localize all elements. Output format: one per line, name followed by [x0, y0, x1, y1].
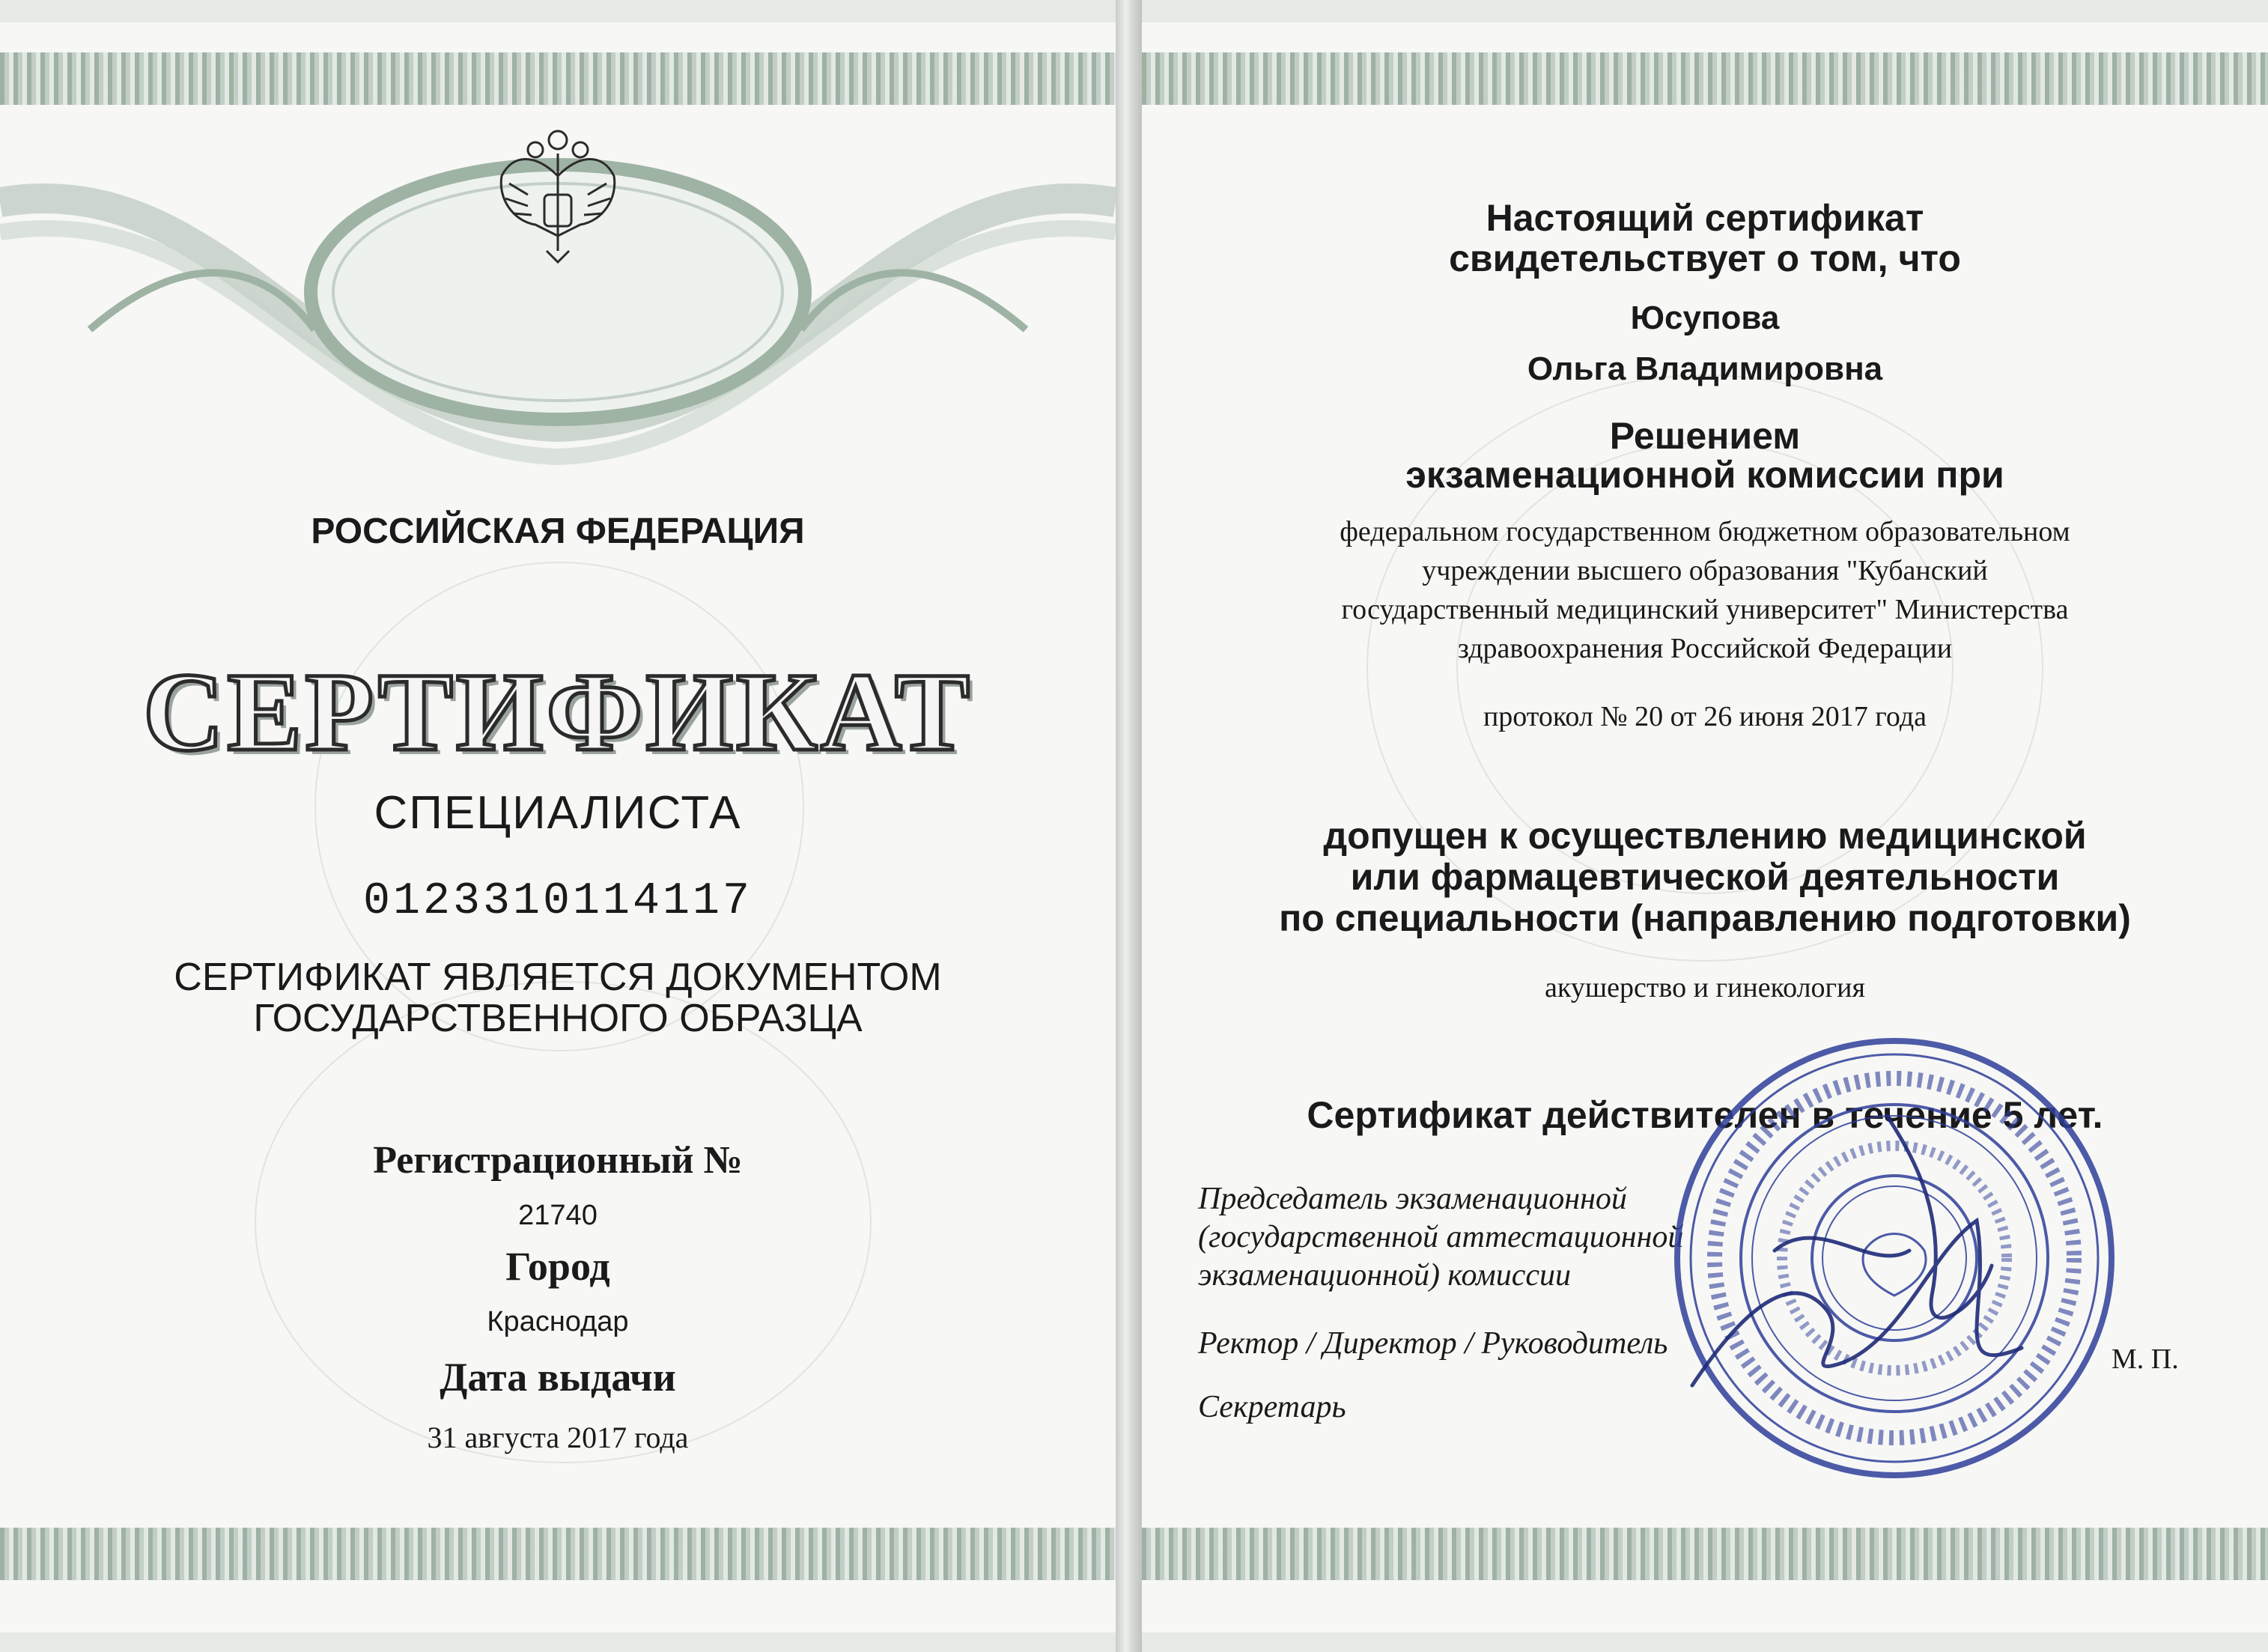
institution-line-3: государственный медицинский университет" Министерства [1341, 594, 2069, 625]
official-stamp-icon [1662, 1026, 2126, 1490]
admitted-line-3: по специальности (направлению подготовки) [1279, 897, 2131, 939]
certificate-subtitle: СПЕЦИАЛИСТА [374, 787, 742, 839]
city-label: Город [505, 1244, 610, 1289]
chair-line-3: экзаменационной) комиссии [1198, 1258, 1571, 1293]
book-spine [1116, 0, 1142, 1652]
protocol-line: протокол № 20 от 26 июня 2017 года [1483, 701, 1927, 732]
certificate-title: СЕРТИФИКАТ [142, 650, 973, 774]
top-ornament-band [0, 52, 1116, 105]
chair-line-1: Председатель экзаменационной [1198, 1182, 1627, 1216]
certificate-number: 0123310114117 [362, 876, 753, 927]
holder-surname: Юсупова [1630, 300, 1780, 336]
decision-line-1: Решением [1609, 415, 1801, 457]
status-line-2: ГОСУДАРСТВЕННОГО ОБРАЗЦА [253, 997, 863, 1040]
decision-line-2: экзаменационной комиссии при [1405, 454, 2004, 496]
reg-value: 21740 [518, 1200, 598, 1231]
holder-given-names: Ольга Владимировна [1527, 350, 1883, 387]
coat-of-arms-icon [483, 124, 633, 273]
admitted-line-1: допущен к осуществлению медицинской [1323, 815, 2087, 857]
secretary-line: Секретарь [1198, 1390, 1346, 1424]
institution-line-2: учреждении высшего образования "Кубанский [1422, 555, 1988, 586]
rector-line: Ректор / Директор / Руководитель [1198, 1326, 1668, 1361]
bottom-ornament-band [0, 1528, 1116, 1580]
institution-line-4: здравоохранения Российской Федерации [1457, 633, 1953, 664]
chair-line-2: (государственной аттестационной [1198, 1220, 1684, 1254]
stamp-place-label: М. П. [2112, 1343, 2179, 1375]
country-name: РОССИЙСКАЯ ФЕДЕРАЦИЯ [311, 511, 805, 551]
intro-line-2: свидетельствует о том, что [1449, 237, 1961, 279]
city-value: Краснодар [487, 1306, 629, 1337]
date-label: Дата выдачи [440, 1355, 676, 1400]
specialty-value: акушерство и гинекология [1545, 972, 1865, 1003]
reg-label: Регистрационный № [373, 1139, 743, 1182]
intro-line-1: Настоящий сертификат [1486, 197, 1924, 239]
institution-line-1: федеральном государственном бюджетном образовательном [1340, 516, 2070, 547]
left-page [0, 22, 1116, 1633]
validity-line: Сертификат действителен в течение 5 лет. [1307, 1094, 2103, 1136]
date-value: 31 августа 2017 года [427, 1421, 689, 1454]
admitted-line-2: или фармацевтической деятельности [1350, 856, 2060, 898]
status-line-1: СЕРТИФИКАТ ЯВЛЯЕТСЯ ДОКУМЕНТОМ [174, 956, 942, 999]
